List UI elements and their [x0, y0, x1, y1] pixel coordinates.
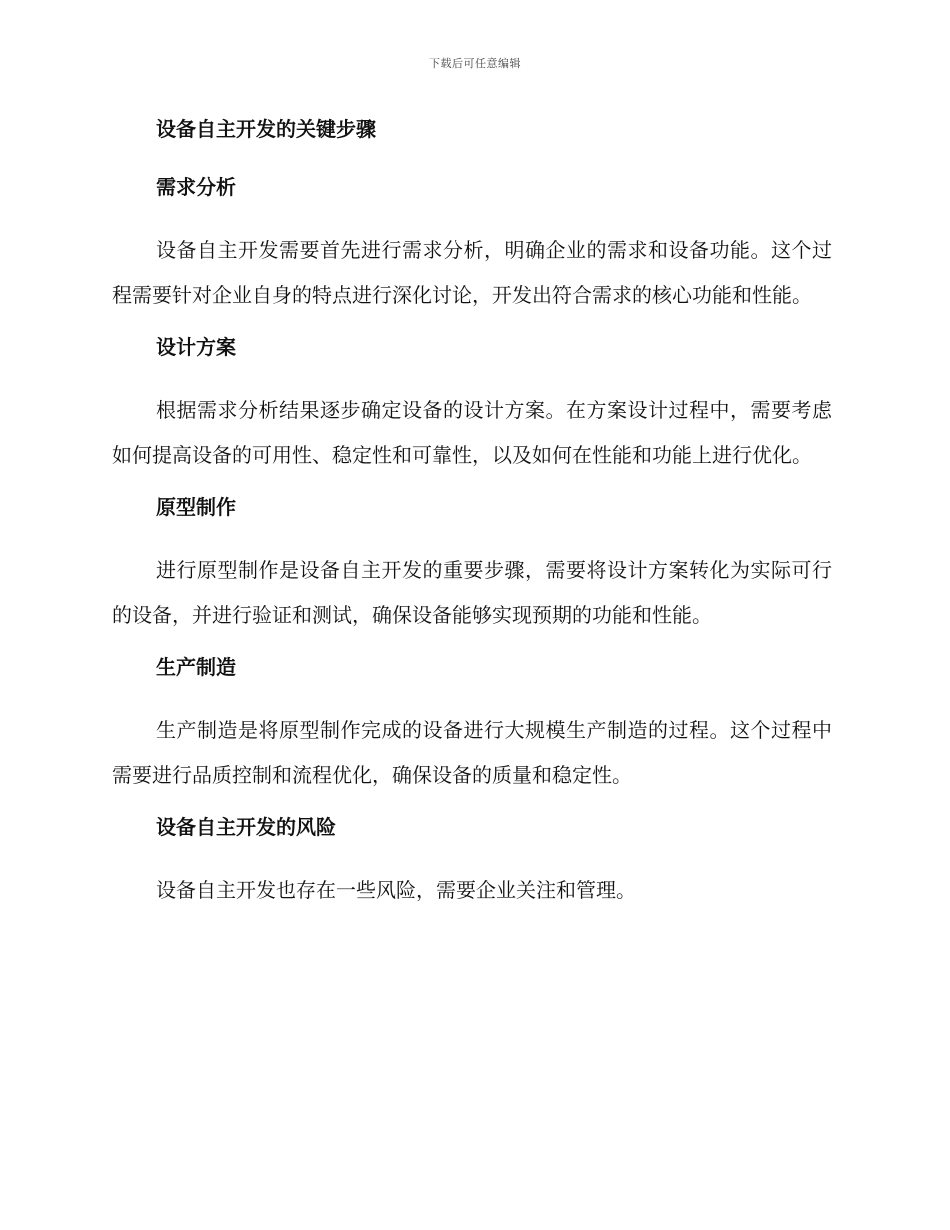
section-paragraph-manufacturing: 生产制造是将原型制作完成的设备进行大规模生产制造的过程。这个过程中需要进行品质控制和流程优化，确保设备的质量和稳定性。	[112, 718, 832, 787]
section-heading-prototype: 原型制作	[156, 495, 236, 519]
risk-paragraph: 设备自主开发也存在一些风险，需要企业关注和管理。	[156, 878, 636, 902]
section-heading-design: 设计方案	[156, 335, 236, 359]
header-note: 下载后可任意编辑	[429, 57, 521, 70]
section-paragraph-design: 根据需求分析结果逐步确定设备的设计方案。在方案设计过程中，需要考虑如何提高设备的可用性、稳定性和可靠性，以及如何在性能和功能上进行优化。	[112, 398, 832, 467]
document-title: 设备自主开发的关键步骤	[156, 117, 376, 141]
document-body	[112, 112, 832, 925]
section-paragraph-requirements: 设备自主开发需要首先进行需求分析，明确企业的需求和设备功能。这个过程需要针对企业自身的特点进行深化讨论，开发出符合需求的核心功能和性能。	[112, 238, 832, 307]
section-paragraph-prototype: 进行原型制作是设备自主开发的重要步骤，需要将设计方案转化为实际可行的设备，并进行验证和测试，确保设备能够实现预期的功能和性能。	[112, 558, 832, 627]
risk-heading: 设备自主开发的风险	[156, 815, 336, 839]
section-heading-requirements: 需求分析	[156, 175, 236, 199]
section-heading-manufacturing: 生产制造	[156, 655, 236, 679]
